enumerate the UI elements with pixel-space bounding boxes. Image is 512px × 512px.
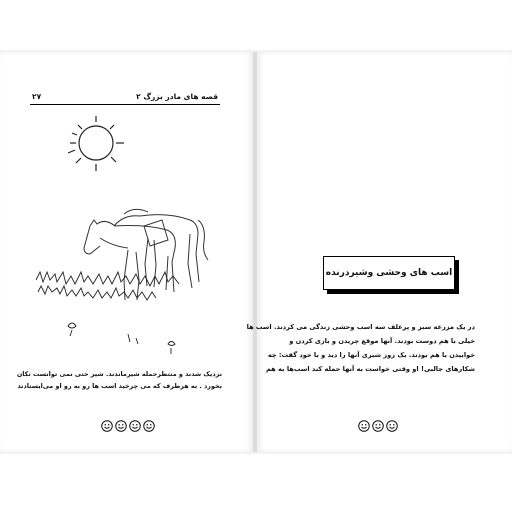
- text-line: بخورد . به هرطرف که می چرخید اسب ها رو به رو او می‌ایستادند: [17, 382, 222, 390]
- left-page-body: [16, 368, 222, 392]
- page-header: [30, 90, 220, 105]
- grass-drawing: [36, 272, 179, 354]
- smiley-icon: [115, 420, 127, 432]
- chapter-title-box: [323, 256, 455, 290]
- right-page-body: [246, 320, 475, 376]
- sun-icon: [68, 116, 124, 171]
- smiley-icon: [129, 420, 141, 432]
- horses-illustration: [28, 108, 223, 358]
- smiley-icon: [143, 420, 155, 432]
- smiley-icon: [101, 420, 113, 432]
- text-line: شکارهای جالبی! او وقتی خواست به آنها حمله کند اسب‌ها به هم: [266, 365, 475, 373]
- smiley-rating-left: [101, 420, 155, 432]
- page-number: ۲۷: [32, 92, 42, 101]
- horses-drawing: [84, 209, 208, 300]
- text-line: خیلی با هم دوست بودند. آنها موقع چریدن و بازی کردن و: [289, 337, 475, 345]
- smiley-icon: [386, 420, 398, 432]
- right-page: [246, 52, 512, 452]
- smiley-icon: [372, 420, 384, 432]
- text-line: خوابیدن با هم بودند. یک روز شیری آنها را دید و با خود گفت: چه: [267, 351, 475, 359]
- smiley-rating-right: [358, 420, 398, 432]
- text-line: در یک مزرعه سبز و پرعلف سه اسب وحشی زندگی می کردند. اسب ها: [246, 323, 475, 331]
- text-line: نزدیک شدند و منتظرحمله شیرماندند. شیر حتی نمی توانست تکان: [16, 370, 222, 378]
- running-title: قصه های مادر بزرگ ۲: [136, 92, 218, 101]
- smiley-icon: [358, 420, 370, 432]
- chapter-title: اسب های وحشی وشیردرنده: [325, 268, 453, 278]
